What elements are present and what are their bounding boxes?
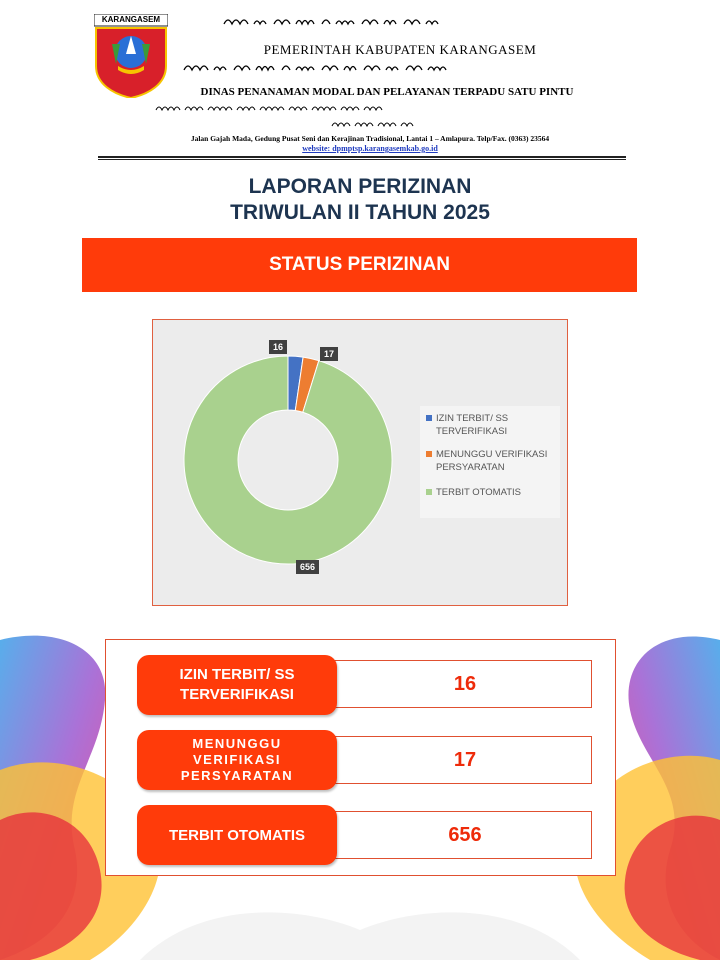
- balinese-script-line-1: [220, 14, 620, 28]
- website-link[interactable]: website: dpmptsp.karangasemkab.go.id: [302, 144, 438, 153]
- balinese-script-line-4: [330, 116, 450, 130]
- header-rule-thin: [98, 159, 626, 160]
- report-title-line-1: LAPORAN PERIZINAN: [248, 175, 472, 198]
- office-address: Jalan Gajah Mada, Gedung Pusat Seni dan Kerajinan Tradisional, Lantai 1 – Amlapura. Telp/Fax. (0363) 23564: [190, 134, 550, 143]
- legend-label: IZIN TERBIT/ SS TERVERIFIKASI: [436, 413, 509, 437]
- data-label-terbit-otomatis: 656: [296, 560, 319, 574]
- status-banner-label: STATUS PERIZINAN: [269, 254, 450, 275]
- balinese-script-line-3: [154, 100, 624, 114]
- summary-row-label-menunggu-verifikasi: MENUNGGU VERIFIKASI PERSYARATAN: [137, 730, 337, 790]
- legend-label: MENUNGGU VERIFIKASI PERSYARATAN: [436, 449, 548, 473]
- legend-label: TERBIT OTOMATIS: [436, 487, 521, 498]
- summary-row-label-terbit-otomatis: TERBIT OTOMATIS: [137, 805, 337, 865]
- report-title: [0, 174, 720, 226]
- letterhead: [90, 10, 630, 160]
- legend-swatch-blue-icon: [426, 415, 432, 421]
- agency-title: DINAS PENANAMAN MODAL DAN PELAYANAN TERPADU SATU PINTU: [200, 86, 574, 98]
- legend-swatch-orange-icon: [426, 451, 432, 457]
- summary-row-value-izin-terbit: 16: [330, 660, 592, 708]
- summary-row-value-terbit-otomatis: 656: [330, 811, 592, 859]
- summary-row-label-izin-terbit: IZIN TERBIT/ SS TERVERIFIKASI: [137, 655, 337, 715]
- logo-label: KARANGASEM: [101, 15, 161, 24]
- slice-terbit-otomatis: [184, 356, 392, 564]
- chart-legend: [420, 406, 560, 518]
- government-title: PEMERINTAH KABUPATEN KARANGASEM: [263, 42, 537, 57]
- status-banner: [82, 238, 637, 292]
- legend-swatch-green-icon: [426, 489, 432, 495]
- header-rule: [98, 156, 626, 158]
- balinese-script-line-2: [180, 60, 620, 74]
- data-label-menunggu-verifikasi: 17: [320, 347, 338, 361]
- report-title-line-2: TRIWULAN II TAHUN 2025: [230, 201, 490, 224]
- data-label-izin-terbit: 16: [269, 340, 287, 354]
- summary-row-value-menunggu-verifikasi: 17: [330, 736, 592, 784]
